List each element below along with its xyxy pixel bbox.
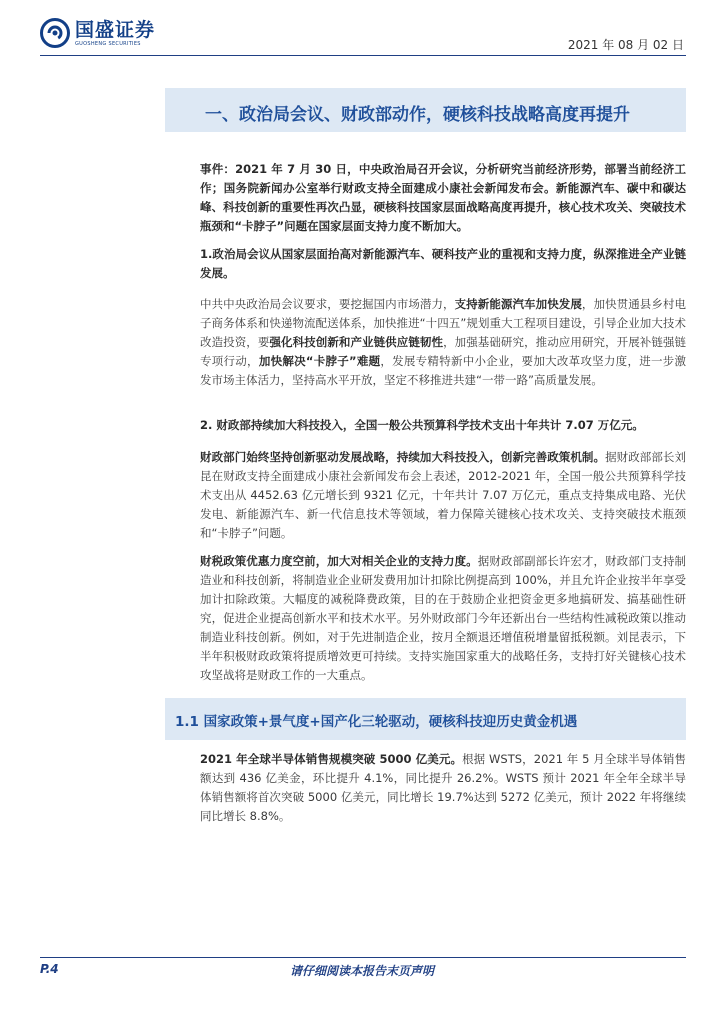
emphasis-text: 支持新能源汽车加快发展 [454, 297, 582, 311]
emphasis-text: 财税政策优惠力度空前，加大对相关企业的支持力度。 [200, 554, 478, 568]
logo-chinese-text: 国盛证券 [75, 18, 156, 41]
politburo-paragraph [200, 295, 686, 390]
header-divider [40, 55, 686, 56]
paragraph-text: ，加强基础研究，推动应用研究，开展补链强链专项行动， [200, 335, 687, 368]
paragraph-text: 据财政部副部长许宏才，财政部门支持制造业和科技创新，将制造业企业研发费用加计扣除比例提高到 100%，并且允许企业按半年享受加计扣除政策。大幅度的减税降费政策，目的在于鼓励企业把资金更多地搞研发、搞基础性研究，促进企业提高创新水平和技术水平。另外财政部门今年还新出台一些结构性减税政策以推动制造业科技创新。例如，对于先进制造企业，按月全额退还增值税增量留抵税额。刘昆表示，下半年积极财政政策将提质增效更可持续。支持实施国家重大的战略任务，支持打好关键核心技术攻坚战将是财政工作的一大重点。 [200, 554, 687, 682]
report-date: 2021 年 08 月 02 日 [567, 38, 684, 52]
page-number: P.4 [40, 962, 59, 976]
company-logo [40, 18, 155, 48]
page-header [0, 0, 724, 60]
footer-divider [40, 957, 686, 958]
paragraph-text: ，加快贯通县乡村电子商务体系和快递物流配送体系，加快推进“十四五”规划重大工程项目建设，引导企业加大技术改造投资，要 [200, 297, 687, 349]
point-1-heading: 1.政治局会议从国家层面抬高对新能源汽车、硬科技产业的重视和支持力度，纵深推进全产业链发展。 [200, 247, 686, 280]
logo-english-text: GUOSHENG SECURITIES [75, 40, 141, 47]
finance-ministry-paragraph [200, 448, 686, 543]
paragraph-text: 根据 WSTS，2021 年 5 月全球半导体销售额达到 436 亿美金，环比提升 4.1%，同比提升 26.2%。WSTS 预计 2021 年全年全球半导体销售额将首次突破 5000 亿美元，同比增长 19.7%达到 5272 亿美元，预计 2022 年将继续同比增长 8.8%。 [200, 752, 686, 823]
semiconductor-paragraph [200, 750, 686, 826]
subsection-title: 1.1 国家政策+景气度+国产化三轮驱动，硬核科技迎历史黄金机遇 [175, 714, 578, 730]
section-title: 一、政治局会议、财政部动作，硬核科技战略高度再提升 [205, 105, 630, 125]
tax-policy-paragraph [200, 552, 686, 685]
logo-mark-icon [40, 18, 70, 48]
paragraph-text: 据财政部部长刘昆在财政支持全面建成小康社会新闻发布会上表述，2012-2021 年，全国一般公共预算科学技术支出从 4452.63 亿元增长到 9321 亿元，十年共计 7.07 万亿元，重点支持集成电路、光伏发电、新能源汽车、新一代信息技术等领域，着力保障关键核心技术攻关、支持突破技术瓶颈和“卡脖子”问题。 [200, 450, 687, 540]
emphasis-text: 2021 年全球半导体销售规模突破 5000 亿美元。 [200, 752, 463, 766]
point-2-heading: 2. 财政部持续加大科技投入，全国一般公共预算科学技术支出十年共计 7.07 万亿元。 [200, 418, 644, 432]
emphasis-text: 财政部门始终坚持创新驱动发展战略，持续加大科技投入，创新完善政策机制。 [200, 450, 606, 464]
event-paragraph: 事件：2021 年 7 月 30 日，中央政治局召开会议，分析研究当前经济形势，部署当前经济工作；国务院新闻办公室举行财政支持全面建成小康社会新闻发布会。新能源汽车、碳中和碳达峰、科技创新的重要性再次凸显，硬核科技国家层面战略高度再提升，核心技术攻关、突破技术瓶颈和“卡脖子”问题在国家层面支持力度不断加大。 [200, 162, 686, 233]
paragraph-text: ，发展专精特新中小企业，要加大改革攻坚力度，进一步激发市场主体活力，坚持高水平开放，坚定不移推进共建“一带一路”高质量发展。 [200, 354, 687, 387]
emphasis-text: 强化科技创新和产业链供应链韧性 [269, 335, 444, 349]
emphasis-text: 加快解决“卡脖子”难题 [258, 354, 381, 368]
disclaimer-note: 请仔细阅读本报告末页声明 [290, 964, 435, 978]
paragraph-text: 中共中央政治局会议要求，要挖掘国内市场潜力， [200, 297, 455, 311]
